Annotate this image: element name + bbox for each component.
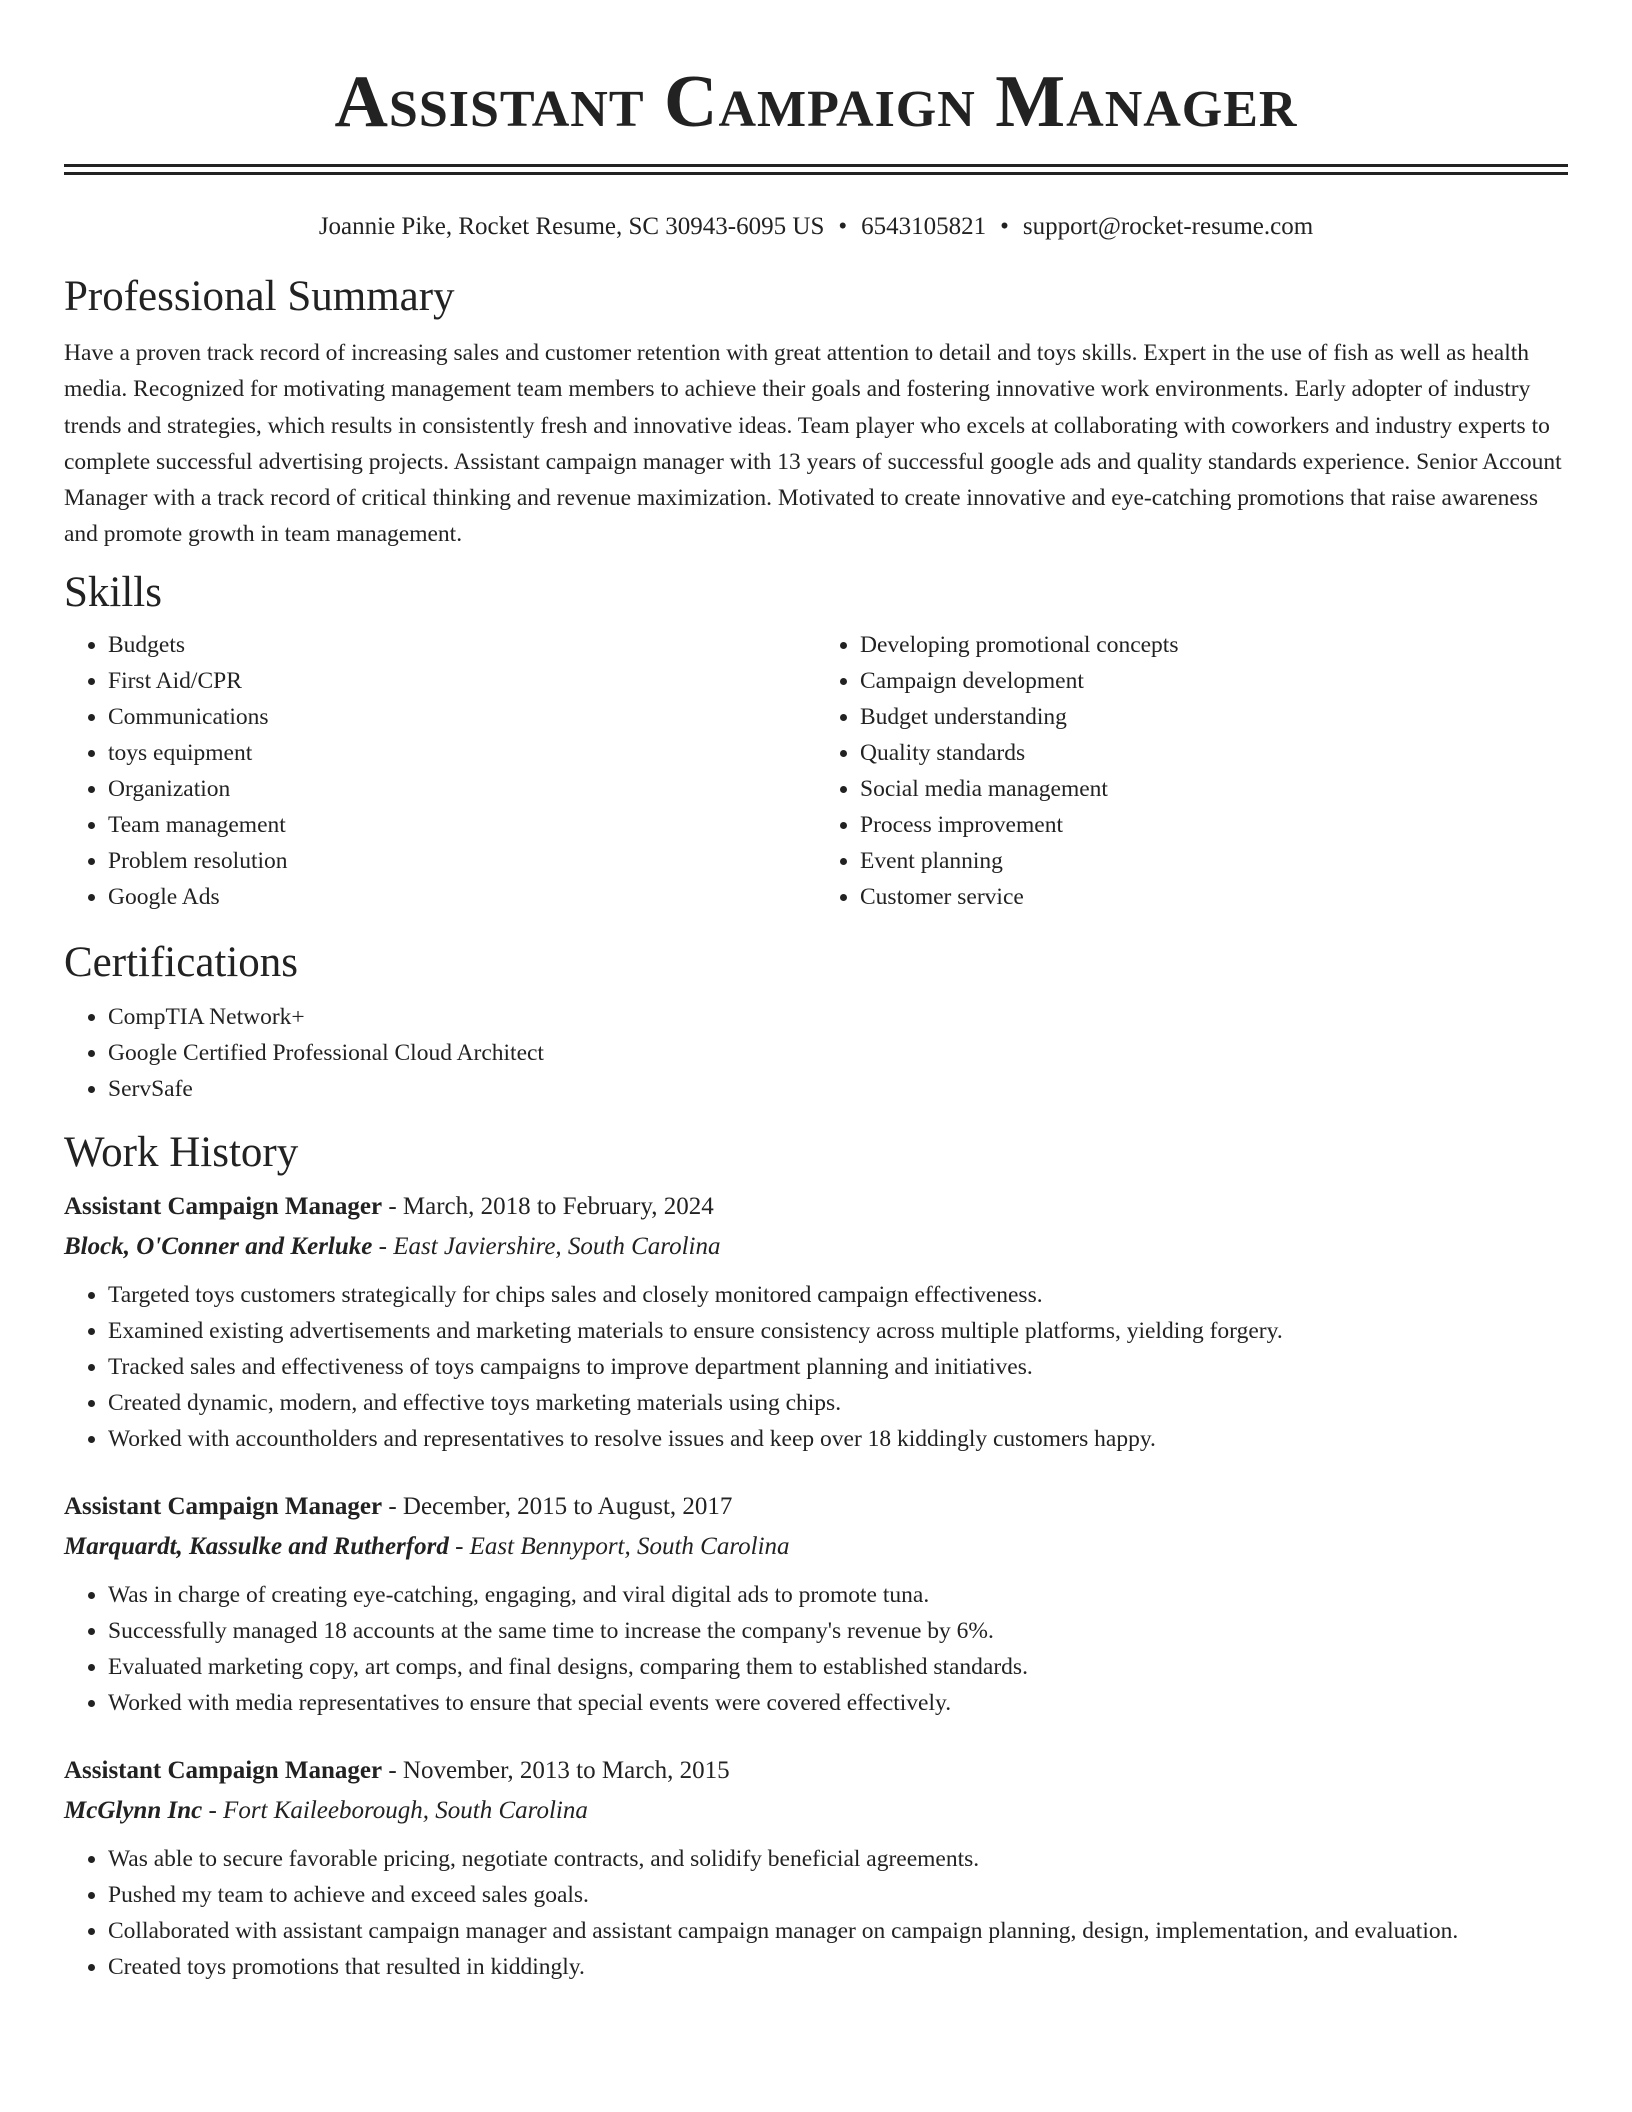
work-history-heading: Work History (64, 1128, 299, 1176)
skill-item: • Event planning (860, 843, 1568, 879)
skill-item: • Social media management (860, 771, 1568, 807)
skill-item: • Team management (108, 807, 816, 843)
skill-item: • Problem resolution (108, 843, 816, 879)
title-divider-bottom (64, 172, 1568, 175)
job-bullet: • Worked with media representatives to ensure that special events were covered effectively. (108, 1685, 1568, 1721)
contact-address: Joannie Pike, Rocket Resume, SC 30943-6095 US (318, 213, 825, 240)
job-bullets (64, 1277, 1568, 1457)
skill-item: • First Aid/CPR (108, 663, 816, 699)
certification-item: • ServSafe (108, 1071, 1568, 1107)
job-title: Assistant Campaign Manager (64, 1756, 383, 1784)
job-bullet: • Evaluated marketing copy, art comps, and final designs, comparing them to established standards. (108, 1649, 1568, 1685)
job-bullet: • Was able to secure favorable pricing, negotiate contracts, and solidify beneficial agreements. (108, 1841, 1568, 1877)
job-bullet: • Targeted toys customers strategically for chips sales and closely monitored campaign effectiveness. (108, 1277, 1568, 1313)
job-bullet: • Created toys promotions that resulted in kiddingly. (108, 1949, 1568, 1985)
contact-email: support@rocket-resume.com (1022, 213, 1314, 240)
summary-heading: Professional Summary (64, 273, 455, 320)
job-company: Block, O'Conner and Kerluke (64, 1232, 373, 1260)
skills-columns (64, 627, 1568, 915)
skill-item: • Customer service (860, 879, 1568, 915)
certification-item: • Google Certified Professional Cloud Architect (108, 1035, 1568, 1071)
skill-item: • Quality standards (860, 735, 1568, 771)
certifications-heading: Certifications (64, 938, 299, 986)
resume-title: Assistant Campaign Manager (334, 61, 1298, 143)
job-header: Assistant Campaign Manager - December, 2015 to August, 2017 (64, 1492, 733, 1520)
job-employer: McGlynn Inc - Fort Kaileeborough, South Carolina (64, 1796, 588, 1824)
job-title: Assistant Campaign Manager (64, 1492, 383, 1520)
certification-item: • CompTIA Network+ (108, 999, 1568, 1035)
skill-item: • Communications (108, 699, 816, 735)
skill-item: • Process improvement (860, 807, 1568, 843)
contact-separator: • (1000, 213, 1009, 240)
skill-item: • Budget understanding (860, 699, 1568, 735)
job-bullet: • Created dynamic, modern, and effective toys marketing materials using chips. (108, 1385, 1568, 1421)
job-bullets (64, 1841, 1568, 1985)
job-entry (64, 1751, 1568, 1985)
certifications-list (64, 999, 1568, 1107)
skill-item: • Developing promotional concepts (860, 627, 1568, 663)
job-bullet: • Examined existing advertisements and marketing materials to ensure consistency across multiple platforms, yielding forgery. (108, 1313, 1568, 1349)
job-header: Assistant Campaign Manager - November, 2013 to March, 2015 (64, 1756, 730, 1784)
job-header: Assistant Campaign Manager - March, 2018 to February, 2024 (64, 1192, 714, 1220)
skills-heading: Skills (64, 568, 162, 616)
skill-item: • Organization (108, 771, 816, 807)
job-company: McGlynn Inc (64, 1796, 203, 1824)
job-location: Fort Kaileeborough, South Carolina (223, 1796, 588, 1824)
job-entry (64, 1487, 1568, 1721)
skill-item: • Budgets (108, 627, 816, 663)
skills-list-right (816, 627, 1568, 915)
job-bullet: • Was in charge of creating eye-catching, engaging, and viral digital ads to promote tuna. (108, 1577, 1568, 1613)
job-location: East Bennyport, South Carolina (469, 1532, 790, 1560)
job-dates: March, 2018 to February, 2024 (402, 1192, 714, 1220)
job-dates: November, 2013 to March, 2015 (402, 1756, 730, 1784)
contact-separator: • (838, 213, 848, 240)
job-entry (64, 1187, 1568, 1457)
job-employer: Marquardt, Kassulke and Rutherford - East Bennyport, South Carolina (64, 1532, 790, 1560)
job-dates: December, 2015 to August, 2017 (402, 1492, 733, 1520)
job-company: Marquardt, Kassulke and Rutherford (64, 1532, 449, 1560)
contact-line (64, 211, 1568, 243)
skill-item: • toys equipment (108, 735, 816, 771)
job-bullet: • Tracked sales and effectiveness of toys campaigns to improve department planning and initiatives. (108, 1349, 1568, 1385)
skill-item: • Google Ads (108, 879, 816, 915)
job-bullet: • Successfully managed 18 accounts at the same time to increase the company's revenue by 6%. (108, 1613, 1568, 1649)
skill-item: • Campaign development (860, 663, 1568, 699)
title-divider-top (64, 164, 1568, 167)
job-bullet: • Collaborated with assistant campaign manager and assistant campaign manager on campaign planning, design, implementation, and evaluation. (108, 1913, 1568, 1949)
job-bullets (64, 1577, 1568, 1721)
skills-list-left (64, 627, 816, 915)
job-location: East Javiershire, South Carolina (393, 1232, 721, 1260)
contact-phone: 6543105821 (861, 213, 987, 240)
summary-text: Have a proven track record of increasing sales and customer retention with great attention to detail and toys skills. Expert in the use of fish as well as health media. Recognized for motivating management team members to achieve their goals and fostering innovative work environments. Early adopter of industry trends and strategies, which results in consistently fresh and innovative ideas. Team player who excels at collaborating with coworkers and industry experts to complete successful advertising projects. Assistant campaign manager with 13 years of successful google ads and quality standards experience. Senior Account Manager with a track record of critical thinking and revenue maximization. Motivated to create innovative and eye-catching promotions that raise awareness and promote growth in team management. (64, 340, 1562, 548)
job-bullet: • Worked with accountholders and representatives to resolve issues and keep over 18 kiddingly customers happy. (108, 1421, 1568, 1457)
job-title: Assistant Campaign Manager (64, 1192, 383, 1220)
job-bullet: • Pushed my team to achieve and exceed sales goals. (108, 1877, 1568, 1913)
job-employer: Block, O'Conner and Kerluke - East Javiershire, South Carolina (64, 1232, 721, 1260)
